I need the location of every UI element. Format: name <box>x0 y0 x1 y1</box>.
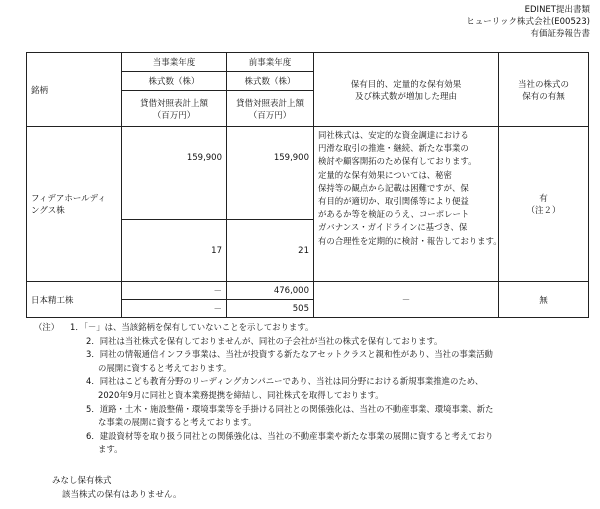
header-prior-shares: 株式数（株） <box>227 72 314 91</box>
cell-current-amount: － <box>122 300 227 318</box>
header-brand: 銘柄 <box>27 53 122 127</box>
table-row <box>27 127 589 220</box>
cross-holding-value: 有 <box>539 194 548 204</box>
table-row <box>27 282 589 300</box>
header-cross-line2: 保有の有無 <box>522 91 565 102</box>
deemed-holdings-section <box>52 474 182 502</box>
purpose-line: 有目的が適切か、取引関係等により便益 <box>318 196 469 207</box>
purpose-line: があるか等を検証のうえ、コーポレート <box>318 209 470 220</box>
purpose-line: 円滑な取引の推進・継続、新たな事業の <box>318 143 469 154</box>
shareholding-table <box>26 52 589 318</box>
note-item: 2．同社は当社株式を保有しておりませんが、同社の子会社が当社の株式を保有しております。 <box>86 335 443 346</box>
company-name: ヒューリック株式会社(E00523) <box>466 17 590 27</box>
cross-holding-note: （注２） <box>526 206 561 216</box>
purpose-line: ガバナンス・ガイドラインに基づき、保 <box>318 222 468 233</box>
cell-prior-shares: 159,900 <box>227 127 314 220</box>
cell-purpose <box>314 127 502 282</box>
cell-prior-shares: 476,000 <box>227 282 314 300</box>
purpose-line: 有の合理性を定期的に検討・報告しております。 <box>318 235 502 246</box>
edinet-label: EDINET提出書類 <box>524 5 590 15</box>
purpose-line: 保持等の観点から記載は困難ですが、保 <box>318 182 469 193</box>
row-brand-line1: フィデアホールディ <box>31 194 106 204</box>
purpose-line: 同社株式は、安定的な資金調達における <box>318 130 469 140</box>
deemed-title: みなし保有株式 <box>52 476 112 486</box>
cell-prior-amount: 505 <box>227 300 314 318</box>
report-type: 有価証券報告書 <box>530 29 590 39</box>
note-item: 3．同社の情報通信インフラ事業は、当社が投資する新たなアセットクラスと親和性があり、当社の事業活動 <box>86 349 493 360</box>
note-item: 1．「－」は、当該銘柄を保有していないことを示しております。 <box>70 322 314 332</box>
purpose-line: 定量的な保有効果については、秘密 <box>318 169 452 180</box>
cell-current-shares: － <box>122 282 227 300</box>
header-prior-amount-line2: （百万円） <box>248 110 292 121</box>
cell-current-amount: 17 <box>122 220 227 282</box>
header-cross-line1: 当社の株式の <box>517 79 569 90</box>
header-prior-amount <box>227 91 314 127</box>
notes-label: （注） <box>34 322 60 332</box>
header-purpose-line1: 保有目的、定量的な保有効果 <box>350 79 462 90</box>
cell-purpose: － <box>314 282 499 318</box>
row-brand-fidea <box>27 127 122 282</box>
document-header <box>466 4 590 40</box>
note-item: 6．建設資材等を取り扱う同社との関係強化は、当社の不動産事業や新たな事業の展開に資すると考えており <box>86 430 494 441</box>
cell-current-shares: 159,900 <box>122 127 227 220</box>
row-brand-line2: ングス株 <box>31 206 65 216</box>
cell-cross-holding <box>499 127 589 282</box>
header-current-year: 当事業年度 <box>122 53 227 72</box>
deemed-text: 該当株式の保有はありません。 <box>62 490 182 500</box>
header-current-shares: 株式数（株） <box>122 72 227 91</box>
note-continuation: の展開に資すると考えております。 <box>98 362 232 373</box>
header-purpose-line2: 及び株式数が増加した理由 <box>354 91 457 102</box>
header-current-amount <box>122 91 227 127</box>
header-current-amount-line1: 貸借対照表計上額 <box>139 98 208 109</box>
cell-prior-amount: 21 <box>227 220 314 282</box>
header-purpose <box>314 53 499 127</box>
row-brand-nsk: 日本精工株 <box>27 282 122 318</box>
header-current-amount-line2: （百万円） <box>152 110 196 121</box>
note-continuation: ます。 <box>98 444 123 455</box>
notes-section <box>34 321 493 457</box>
header-prior-year: 前事業年度 <box>227 53 314 72</box>
header-cross-holding <box>499 53 589 127</box>
purpose-line: 検討や顧客開拓のため保有しております。 <box>318 156 477 167</box>
cell-cross-holding: 無 <box>499 282 589 318</box>
header-prior-amount-line1: 貸借対照表計上額 <box>235 98 304 109</box>
note-continuation: な事業の展開に資すると考えております。 <box>98 417 257 428</box>
note-item: 4．同社はこども教育分野のリーディングカンパニーであり、当社は同分野における新規事業推進のため、 <box>86 376 484 387</box>
note-continuation: 2020年9月に同社と資本業務提携を締結し、同社株式を取得しております。 <box>98 389 384 400</box>
note-item: 5．道路・土木・施設整備・環境事業等を手掛ける同社との関係強化は、当社の不動産事業、環境事業、新た <box>86 403 494 414</box>
